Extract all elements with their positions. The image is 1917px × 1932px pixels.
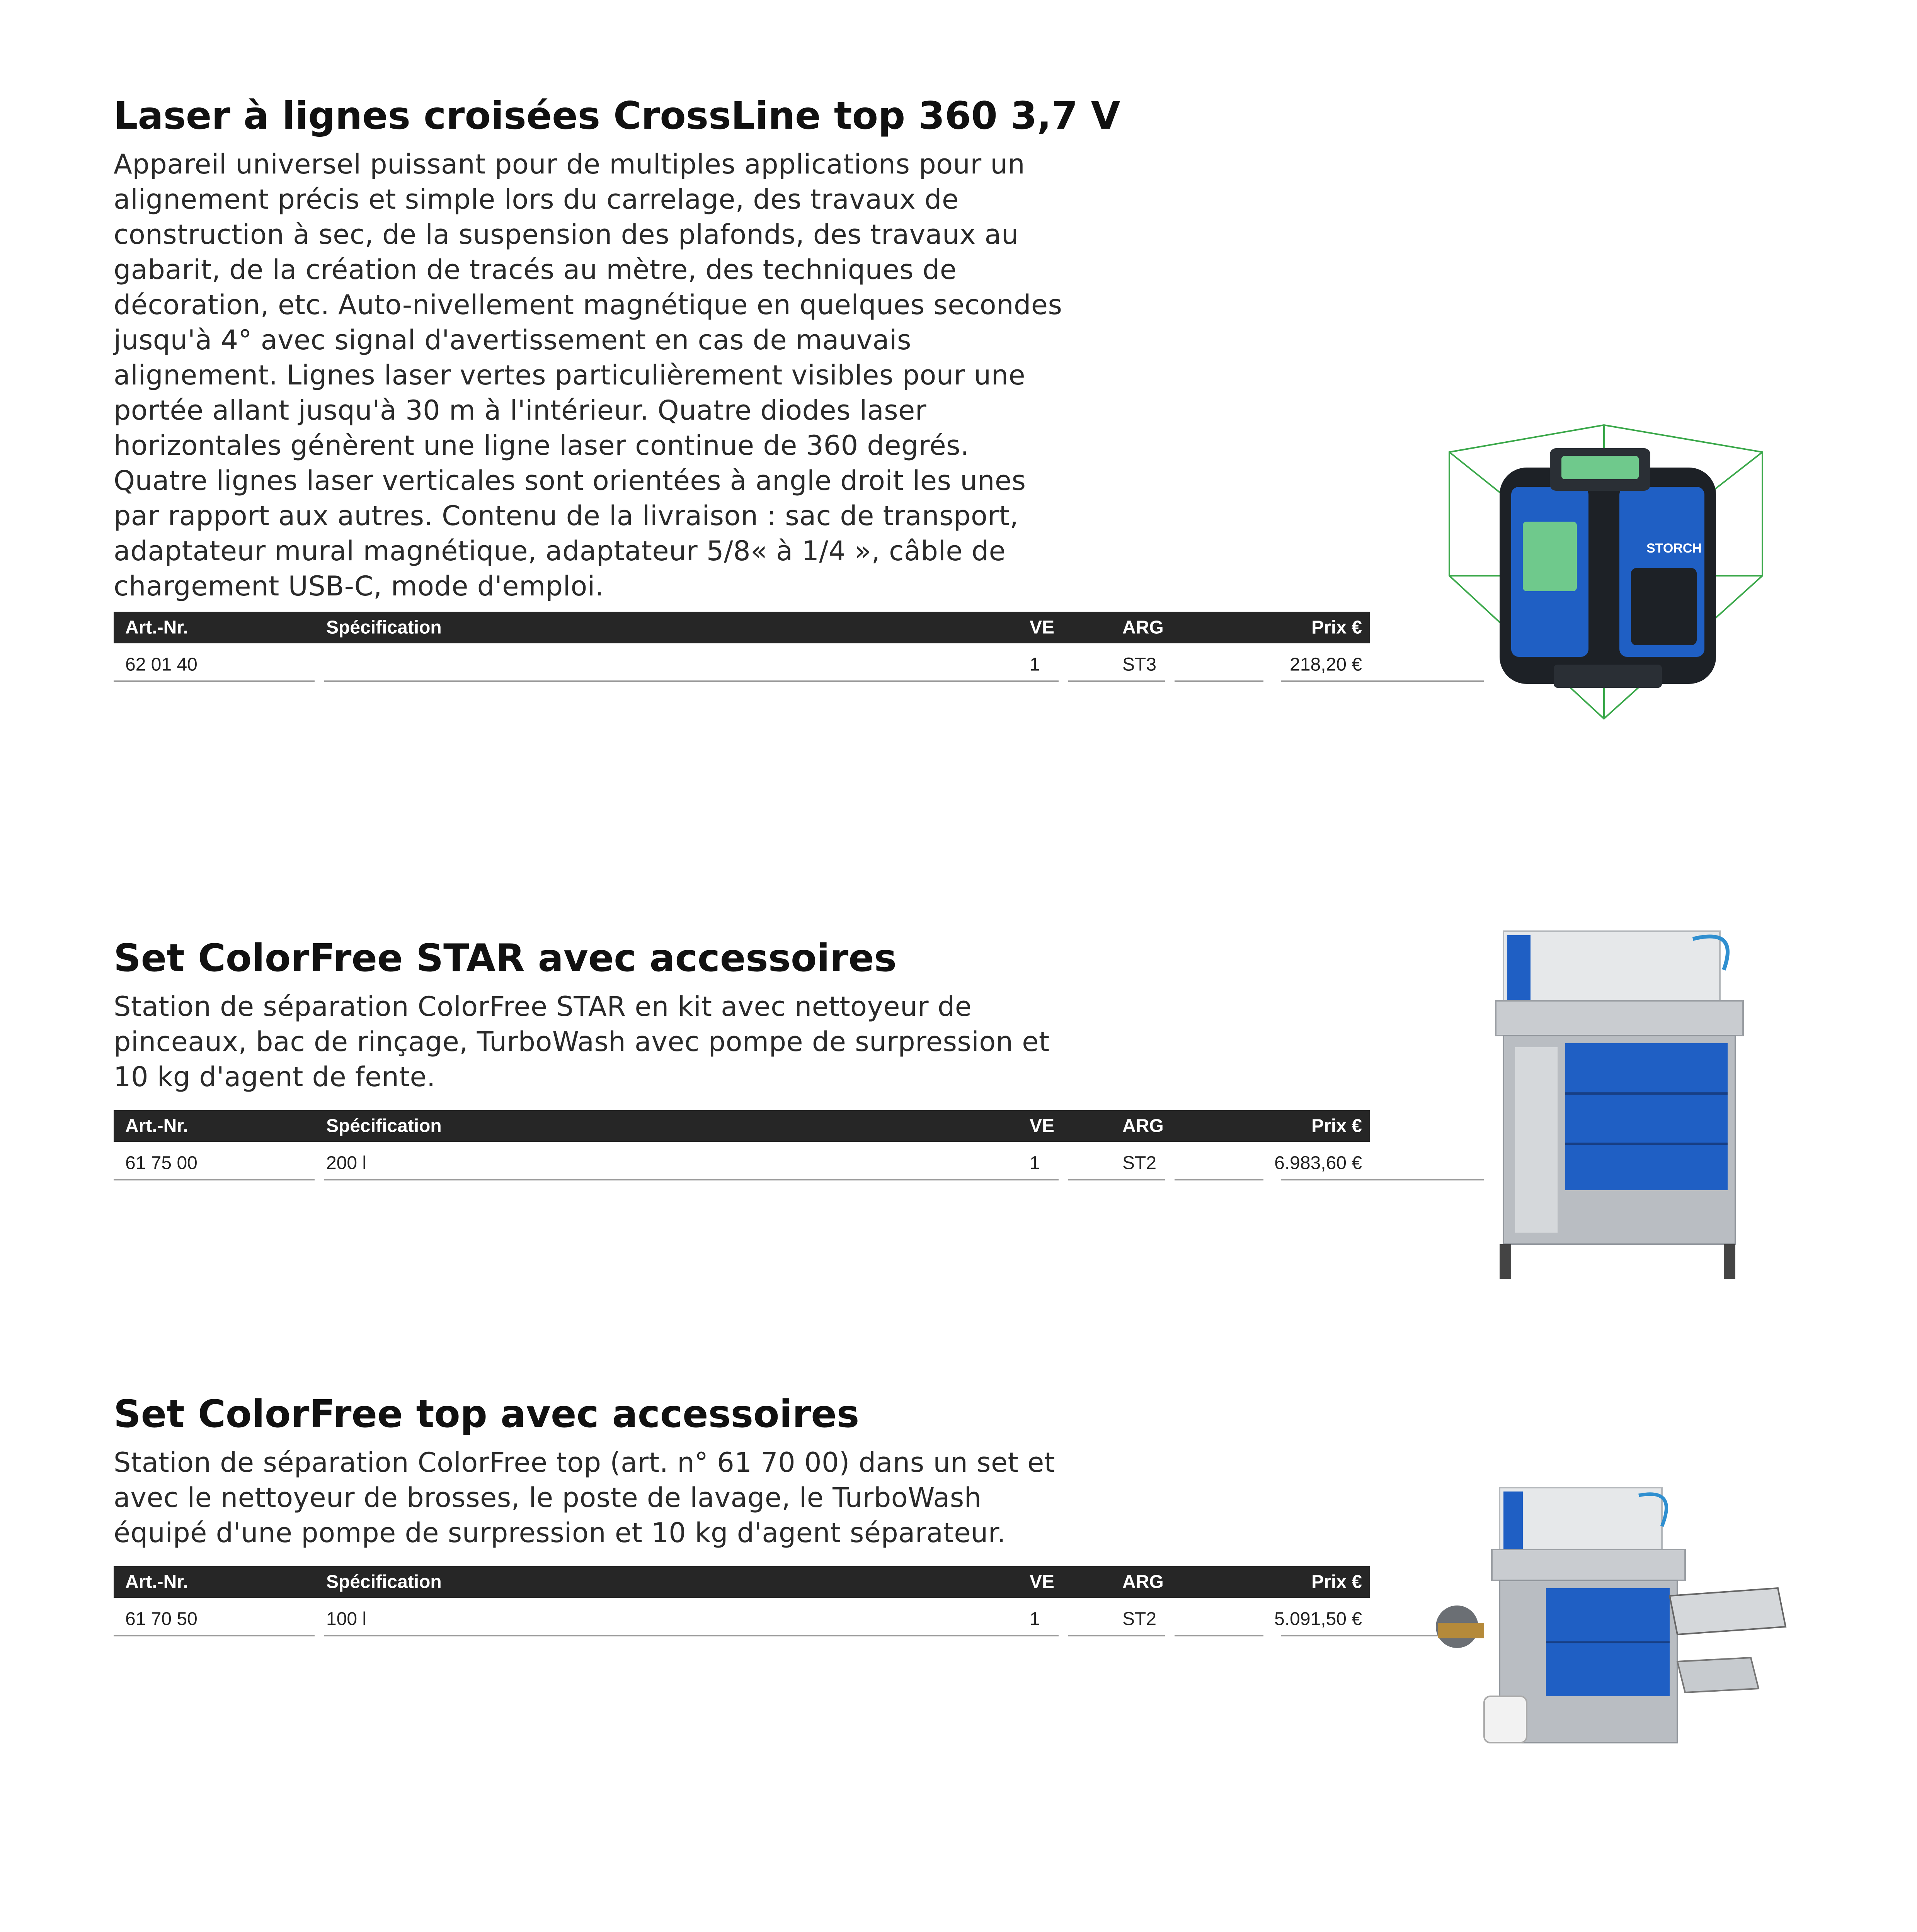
product-section-3 [114, 1391, 1370, 1640]
product-description: Appareil universel puissant pour de multiples applications pour un alignement précis et simple lors du carrelage, des travaux de construction à sec, de la suspension des plafonds, des travaux au gabarit, de la création de tracés au mètre, des techniques de décoration, etc. Auto-nivellement magnétique en quelques secondes jusqu'à 4° avec signal d'avertissement en cas de mauvais alignement. Lignes laser vertes particulièrement visibles pour une portée allant jusqu'à 30 m à l'intérieur. Quatre diodes laser horizontales génèrent une ligne laser continue de 360 degrés. Quatre lignes laser verticales sont orientées à angle droit les unes par rapport aux autres. Contenu de la livraison : sac de transport, adaptateur mural magnétique, adaptateur 5/8« à 1/4 », câble de chargement USB-C, mode d'emploi. [114, 148, 1062, 602]
laser-product-image [1445, 421, 1766, 746]
table-row [114, 643, 1370, 686]
product-title: Set ColorFree top avec accessoires [114, 1392, 860, 1436]
row-underline [1068, 1635, 1165, 1636]
cell-arg: ST3 [1122, 654, 1157, 675]
product-title: Laser à lignes croisées CrossLine top 360 3,7 V [114, 94, 1120, 138]
row-underline [324, 1179, 1059, 1180]
cell-art: 62 01 40 [125, 654, 197, 675]
product-title: Set ColorFree STAR avec accessoires [114, 936, 897, 980]
row-underline [1175, 680, 1263, 682]
header-ve: VE [1030, 1116, 1055, 1136]
table-row [114, 1598, 1370, 1640]
colorfree-star-station-image [1492, 916, 1770, 1287]
cell-arg: ST2 [1122, 1609, 1157, 1629]
spec-table-header [114, 1110, 1370, 1142]
cell-arg: ST2 [1122, 1153, 1157, 1173]
product-section-2 [114, 935, 1370, 1184]
row-underline [1068, 1179, 1165, 1180]
header-spec: Spécification [326, 617, 442, 638]
product-description: Station de séparation ColorFree top (art. n° 61 70 00) dans un set et avec le nettoyeur de brosses, le poste de lavage, le TurboWash équipé d'une pompe de surpression et 10 kg d'agent séparateur. [114, 1447, 1055, 1549]
cell-prix: 6.983,60 € [1274, 1153, 1362, 1173]
row-underline [1175, 1635, 1263, 1636]
header-ve: VE [1030, 1571, 1055, 1592]
header-arg: ARG [1122, 1116, 1164, 1136]
header-art: Art.-Nr. [125, 1571, 188, 1592]
header-spec: Spécification [326, 1116, 442, 1136]
row-underline [114, 1635, 315, 1636]
cell-spec: 200 l [326, 1153, 367, 1173]
product-section-1 [114, 93, 1370, 686]
table-row [114, 1142, 1370, 1184]
row-underline [114, 1179, 315, 1180]
cell-ve: 1 [1030, 1609, 1040, 1629]
header-prix: Prix € [1311, 1116, 1362, 1136]
spec-table-header [114, 612, 1370, 643]
row-underline [1281, 1179, 1484, 1180]
row-underline [1175, 1179, 1263, 1180]
header-prix: Prix € [1311, 617, 1362, 638]
cell-prix: 5.091,50 € [1274, 1609, 1362, 1629]
row-underline [324, 1635, 1059, 1636]
header-spec: Spécification [326, 1571, 442, 1592]
colorfree-top-station-image [1422, 1480, 1793, 1758]
row-underline [1068, 680, 1165, 682]
row-underline [324, 680, 1059, 682]
laser-device-body [1500, 448, 1716, 688]
laser-logo-text: STORCH [1646, 541, 1702, 556]
cell-prix: 218,20 € [1290, 654, 1362, 675]
cell-art: 61 75 00 [125, 1153, 197, 1173]
cell-art: 61 70 50 [125, 1609, 197, 1629]
cell-ve: 1 [1030, 1153, 1040, 1173]
header-art: Art.-Nr. [125, 617, 188, 638]
header-prix: Prix € [1311, 1571, 1362, 1592]
header-arg: ARG [1122, 617, 1164, 638]
header-ve: VE [1030, 617, 1055, 638]
spec-table-header [114, 1566, 1370, 1598]
product-description: Station de séparation ColorFree STAR en kit avec nettoyeur de pinceaux, bac de rinçage, TurboWash avec pompe de surpression et 10 kg d'agent de fente. [114, 991, 1050, 1093]
row-underline [114, 680, 315, 682]
header-arg: ARG [1122, 1571, 1164, 1592]
header-art: Art.-Nr. [125, 1116, 188, 1136]
cell-spec: 100 l [326, 1609, 367, 1629]
cell-ve: 1 [1030, 654, 1040, 675]
